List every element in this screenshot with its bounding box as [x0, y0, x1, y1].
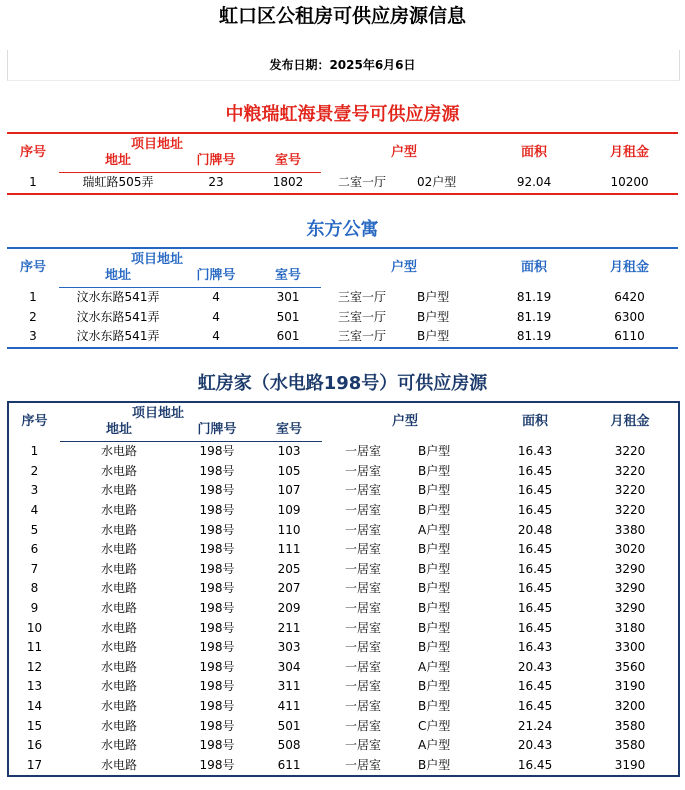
- cell-seq: 1: [29, 175, 37, 190]
- cell-area: 16.45: [517, 483, 553, 498]
- cell-rent: 3020: [614, 542, 646, 557]
- cell-seq: 9: [30, 601, 39, 616]
- cell-area: 16.45: [517, 699, 553, 714]
- cell-room-no: 205: [277, 561, 301, 576]
- table-row: [8, 579, 679, 599]
- cell-rent: 3200: [614, 699, 646, 714]
- table-row: [8, 560, 679, 580]
- table-row: [8, 462, 679, 482]
- cell-address: 瑞虹路505弄: [82, 175, 154, 190]
- cell-address: 水电路: [100, 640, 137, 655]
- header-unit-type: 户型: [391, 260, 418, 276]
- cell-room-no: 501: [276, 309, 300, 324]
- listing-table: [7, 247, 678, 349]
- header-seq: 序号: [19, 145, 46, 161]
- cell-rent: 3290: [614, 581, 646, 596]
- header-door-no: 门牌号: [178, 422, 256, 442]
- section-title: 东方公寓: [306, 219, 379, 240]
- cell-layout: 一居室: [345, 542, 382, 557]
- header-blank: [255, 133, 321, 153]
- cell-area: 81.19: [516, 329, 552, 344]
- cell-seq: 8: [30, 581, 39, 596]
- cell-seq: 1: [30, 444, 39, 459]
- cell-seq: 17: [26, 757, 43, 772]
- cell-area: 16.45: [517, 463, 553, 478]
- cell-door-no: 198号: [199, 463, 235, 478]
- cell-unit-type: A户型: [418, 522, 451, 537]
- cell-seq: 3: [30, 483, 39, 498]
- header-seq: 序号: [19, 260, 46, 276]
- cell-room-no: 209: [277, 601, 301, 616]
- cell-room-no: 1802: [272, 175, 304, 190]
- cell-door-no: 198号: [199, 444, 235, 459]
- cell-area: 16.43: [517, 444, 553, 459]
- cell-room-no: 301: [276, 290, 300, 305]
- cell-unit-type: B户型: [418, 640, 451, 655]
- cell-address: 水电路: [100, 679, 137, 694]
- cell-layout: 一居室: [345, 601, 382, 616]
- cell-rent: 3300: [614, 640, 646, 655]
- header-room-no: 室号: [255, 268, 321, 288]
- cell-door-no: 198号: [199, 718, 235, 733]
- cell-unit-type: B户型: [418, 503, 451, 518]
- cell-unit-type: B户型: [418, 581, 451, 596]
- table-row: [8, 540, 679, 560]
- cell-room-no: 508: [277, 738, 301, 753]
- cell-room-no: 311: [277, 679, 301, 694]
- cell-address: 汶水东路541弄: [76, 290, 160, 305]
- cell-room-no: 110: [277, 522, 301, 537]
- cell-area: 20.48: [517, 522, 553, 537]
- cell-rent: 3380: [614, 522, 646, 537]
- cell-rent: 3220: [614, 483, 646, 498]
- cell-seq: 5: [30, 522, 39, 537]
- cell-rent: 3220: [614, 444, 646, 459]
- cell-area: 81.19: [516, 290, 552, 305]
- table-row: [8, 756, 679, 777]
- cell-seq: 15: [26, 718, 43, 733]
- cell-layout: 一居室: [345, 463, 382, 478]
- cell-door-no: 198号: [199, 620, 235, 635]
- cell-room-no: 611: [277, 757, 301, 772]
- header-room-no: 室号: [255, 153, 321, 173]
- header-row: [7, 248, 678, 268]
- cell-room-no: 211: [277, 620, 301, 635]
- cell-room-no: 107: [277, 483, 301, 498]
- table-row: [7, 308, 678, 328]
- cell-rent: 10200: [610, 175, 649, 190]
- cell-room-no: 111: [277, 542, 301, 557]
- cell-area: 16.45: [517, 601, 553, 616]
- cell-layout: 一居室: [345, 718, 382, 733]
- cell-unit-type: 02户型: [417, 175, 457, 190]
- cell-seq: 1: [29, 290, 37, 305]
- cell-room-no: 105: [277, 463, 301, 478]
- cell-area: 16.45: [517, 757, 553, 772]
- cell-area: 16.45: [517, 581, 553, 596]
- cell-door-no: 198号: [199, 699, 235, 714]
- table-row: [8, 677, 679, 697]
- cell-rent: 3290: [614, 561, 646, 576]
- cell-room-no: 303: [277, 640, 301, 655]
- table-row: [8, 697, 679, 717]
- table-row: [8, 481, 679, 501]
- listing-table: [7, 132, 678, 195]
- cell-room-no: 207: [277, 581, 301, 596]
- cell-seq: 6: [30, 542, 39, 557]
- header-blank: [255, 248, 321, 268]
- header-door-no: 门牌号: [177, 153, 255, 173]
- cell-rent: 3190: [614, 757, 646, 772]
- cell-unit-type: B户型: [417, 309, 450, 324]
- header-row: [7, 133, 678, 153]
- cell-layout: 三室一厅: [338, 329, 387, 344]
- header-project-address: 项目地址: [132, 406, 185, 421]
- cell-area: 20.43: [517, 659, 553, 674]
- table-row: [8, 599, 679, 619]
- header-rent: 月租金: [610, 260, 650, 276]
- header-area: 面积: [522, 414, 549, 430]
- cell-layout: 一居室: [345, 659, 382, 674]
- cell-address: 水电路: [100, 601, 137, 616]
- cell-seq: 10: [26, 620, 43, 635]
- header-room-no: 室号: [256, 422, 322, 442]
- cell-layout: 一居室: [345, 738, 382, 753]
- cell-address: 水电路: [100, 463, 137, 478]
- cell-seq: 7: [30, 561, 39, 576]
- header-door-no: 门牌号: [177, 268, 255, 288]
- header-project-address: 项目地址: [131, 252, 184, 267]
- cell-area: 16.45: [517, 679, 553, 694]
- cell-layout: 三室一厅: [338, 290, 387, 305]
- cell-unit-type: B户型: [418, 601, 451, 616]
- cell-room-no: 411: [277, 699, 301, 714]
- header-seq: 序号: [21, 414, 48, 430]
- table-row: [8, 442, 679, 462]
- cell-rent: 3190: [614, 679, 646, 694]
- cell-rent: 3220: [614, 463, 646, 478]
- cell-layout: 一居室: [345, 483, 382, 498]
- cell-area: 20.43: [517, 738, 553, 753]
- cell-unit-type: B户型: [418, 463, 451, 478]
- cell-seq: 2: [29, 309, 37, 324]
- cell-seq: 12: [26, 659, 43, 674]
- cell-unit-type: A户型: [418, 659, 451, 674]
- cell-seq: 13: [26, 679, 43, 694]
- cell-layout: 一居室: [345, 620, 382, 635]
- cell-rent: 6300: [614, 309, 645, 324]
- cell-address: 水电路: [100, 699, 137, 714]
- cell-room-no: 601: [276, 329, 300, 344]
- cell-seq: 4: [30, 503, 39, 518]
- cell-area: 92.04: [516, 175, 552, 190]
- cell-door-no: 198号: [199, 659, 235, 674]
- cell-seq: 2: [30, 463, 39, 478]
- cell-unit-type: B户型: [418, 542, 451, 557]
- cell-seq: 3: [29, 329, 37, 344]
- cell-layout: 一居室: [345, 699, 382, 714]
- cell-rent: 6420: [614, 290, 645, 305]
- cell-unit-type: B户型: [418, 679, 451, 694]
- cell-area: 16.43: [517, 640, 553, 655]
- cell-rent: 3180: [614, 620, 646, 635]
- header-area: 面积: [521, 145, 548, 161]
- cell-layout: 一居室: [345, 679, 382, 694]
- cell-address: 汶水东路541弄: [76, 329, 160, 344]
- cell-area: 16.45: [517, 620, 553, 635]
- cell-unit-type: B户型: [418, 483, 451, 498]
- section-title: 中粮瑞虹海景壹号可供应房源: [225, 104, 460, 125]
- cell-door-no: 198号: [199, 503, 235, 518]
- cell-door-no: 23: [208, 175, 224, 190]
- cell-room-no: 501: [277, 718, 301, 733]
- cell-rent: 6110: [614, 329, 645, 344]
- cell-address: 水电路: [100, 718, 137, 733]
- cell-door-no: 198号: [199, 522, 235, 537]
- cell-area: 16.45: [517, 542, 553, 557]
- cell-address: 水电路: [100, 620, 137, 635]
- cell-door-no: 198号: [199, 561, 235, 576]
- publish-date: 发布日期：2025年6月6日: [269, 58, 416, 72]
- cell-address: 汶水东路541弄: [76, 309, 160, 324]
- cell-layout: 二室一厅: [338, 175, 387, 190]
- cell-layout: 一居室: [345, 503, 382, 518]
- cell-door-no: 198号: [199, 483, 235, 498]
- cell-unit-type: B户型: [417, 329, 450, 344]
- table-row: [8, 618, 679, 638]
- cell-layout: 一居室: [345, 522, 382, 537]
- cell-layout: 一居室: [345, 561, 382, 576]
- cell-unit-type: B户型: [418, 561, 451, 576]
- table-row: [8, 658, 679, 678]
- cell-rent: 3580: [614, 738, 646, 753]
- cell-rent: 3580: [614, 718, 646, 733]
- cell-address: 水电路: [100, 757, 137, 772]
- cell-area: 81.19: [516, 309, 552, 324]
- cell-area: 16.45: [517, 503, 553, 518]
- table-row: [8, 501, 679, 521]
- cell-room-no: 103: [277, 444, 301, 459]
- header-address: 地址: [59, 153, 177, 173]
- header-address: 地址: [59, 268, 177, 288]
- cell-unit-type: C户型: [418, 718, 451, 733]
- cell-address: 水电路: [100, 659, 137, 674]
- table-row: [7, 288, 678, 308]
- header-unit-type: 户型: [392, 414, 419, 430]
- header-unit-type: 户型: [391, 145, 418, 161]
- section-title: 虹房家（水电路198号）可供应房源: [197, 373, 488, 394]
- cell-seq: 11: [26, 640, 43, 655]
- cell-unit-type: B户型: [418, 444, 451, 459]
- cell-seq: 16: [26, 738, 43, 753]
- cell-address: 水电路: [100, 444, 137, 459]
- cell-door-no: 198号: [199, 601, 235, 616]
- cell-door-no: 198号: [199, 679, 235, 694]
- cell-unit-type: B户型: [418, 620, 451, 635]
- table-row: [8, 716, 679, 736]
- cell-unit-type: B户型: [417, 290, 450, 305]
- cell-address: 水电路: [100, 561, 137, 576]
- cell-layout: 一居室: [345, 444, 382, 459]
- table-row: [8, 736, 679, 756]
- table-row: [7, 327, 678, 348]
- page-title: 虹口区公租房可供应房源信息: [218, 5, 466, 27]
- cell-address: 水电路: [100, 738, 137, 753]
- cell-door-no: 198号: [199, 542, 235, 557]
- cell-room-no: 304: [277, 659, 301, 674]
- cell-layout: 一居室: [345, 581, 382, 596]
- table-row: [8, 638, 679, 658]
- cell-rent: 3220: [614, 503, 646, 518]
- header-project-address: 项目地址: [131, 137, 184, 152]
- cell-unit-type: A户型: [418, 738, 451, 753]
- cell-room-no: 109: [277, 503, 301, 518]
- cell-area: 21.24: [517, 718, 553, 733]
- cell-door-no: 198号: [199, 757, 235, 772]
- cell-layout: 一居室: [345, 757, 382, 772]
- header-row: [8, 402, 679, 422]
- header-blank: [256, 402, 322, 422]
- table-row: [8, 520, 679, 540]
- cell-seq: 14: [26, 699, 43, 714]
- cell-unit-type: B户型: [418, 699, 451, 714]
- cell-door-no: 4: [212, 309, 220, 324]
- cell-address: 水电路: [100, 483, 137, 498]
- header-address: 地址: [60, 422, 178, 442]
- cell-address: 水电路: [100, 581, 137, 596]
- table-row: [7, 173, 678, 194]
- header-area: 面积: [521, 260, 548, 276]
- cell-layout: 三室一厅: [338, 309, 387, 324]
- listing-table: [7, 401, 680, 777]
- cell-unit-type: B户型: [418, 757, 451, 772]
- cell-door-no: 198号: [199, 738, 235, 753]
- cell-rent: 3560: [614, 659, 646, 674]
- cell-door-no: 198号: [199, 640, 235, 655]
- cell-address: 水电路: [100, 522, 137, 537]
- cell-door-no: 4: [212, 290, 220, 305]
- cell-door-no: 198号: [199, 581, 235, 596]
- header-rent: 月租金: [610, 414, 650, 430]
- cell-layout: 一居室: [345, 640, 382, 655]
- cell-address: 水电路: [100, 542, 137, 557]
- cell-address: 水电路: [100, 503, 137, 518]
- cell-rent: 3290: [614, 601, 646, 616]
- cell-door-no: 4: [212, 329, 220, 344]
- cell-area: 16.45: [517, 561, 553, 576]
- header-rent: 月租金: [610, 145, 650, 161]
